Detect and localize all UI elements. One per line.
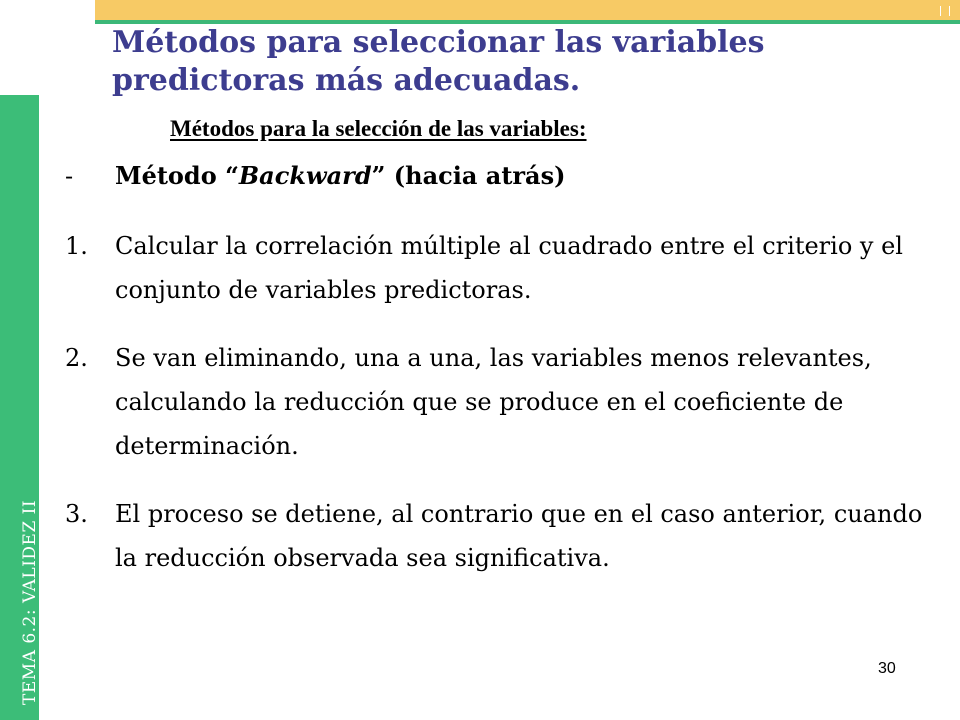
method-suffix: ” (hacia atrás)	[371, 161, 566, 190]
method-prefix: Método “	[115, 161, 239, 190]
top-decorative-bar	[95, 0, 960, 20]
step-number: 2.	[65, 344, 88, 372]
step-number: 1.	[65, 232, 88, 260]
step-text: Se van eliminando, una a una, las variables menos relevantes, calculando la reducción que se produce en el coeficiente de determinación.	[115, 344, 872, 460]
step-text: El proceso se detiene, al contrario que en el caso anterior, cuando la reducción observada sea significativa.	[115, 500, 923, 572]
method-dash: -	[65, 162, 74, 190]
step-text: Calcular la correlación múltiple al cuadrado entre el criterio y el conjunto de variables predictoras.	[115, 232, 903, 304]
step-item	[65, 224, 945, 312]
step-item	[65, 492, 945, 580]
steps-list	[65, 224, 945, 604]
slide-title: Métodos para seleccionar las variables predictoras más adecuadas.	[112, 25, 765, 98]
slide-subtitle: Métodos para la selección de las variables:	[170, 116, 587, 141]
sidebar-topic-label: TEMA 6.2: VALIDEZ II	[20, 499, 40, 705]
method-name: Backward	[238, 161, 372, 190]
step-item	[65, 336, 945, 468]
page-number: 30	[878, 660, 896, 677]
method-title	[115, 160, 565, 192]
top-bar-tick-mark	[940, 6, 950, 16]
step-number: 3.	[65, 500, 88, 528]
